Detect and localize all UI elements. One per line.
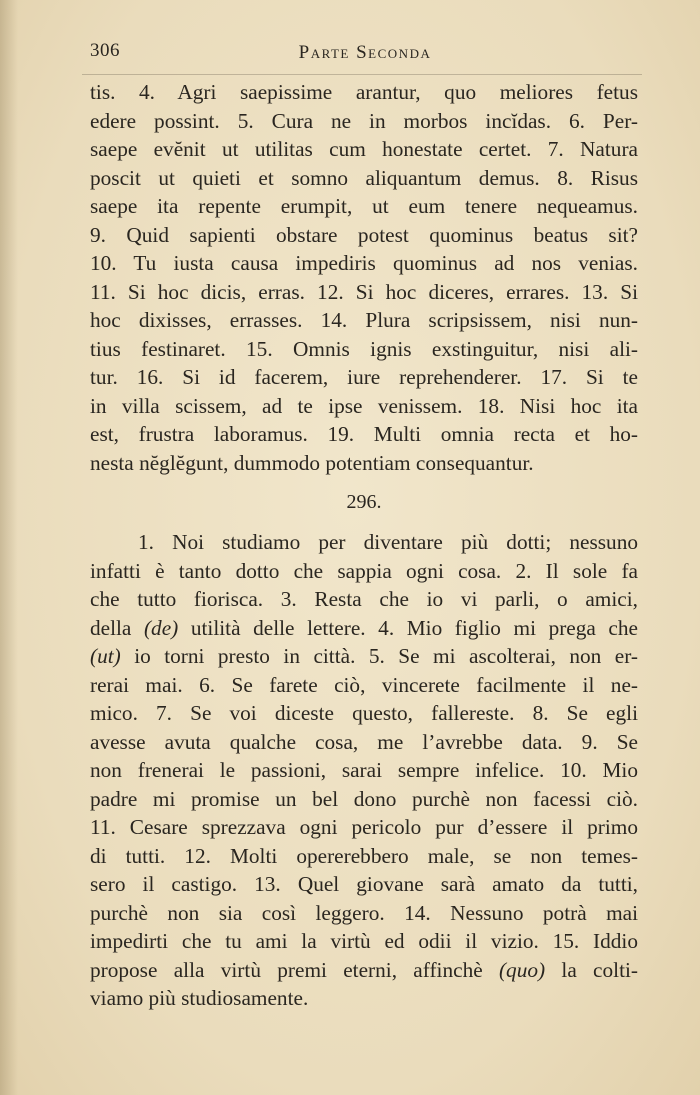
text-segment: impedirti che tu ami la virtù ed odii il vizio. 15. Iddio (90, 929, 638, 953)
text-line (90, 842, 638, 871)
text-segment: rerai mai. 6. Se farete ciò, vincerete facilmente il ne- (90, 672, 638, 697)
text-line (90, 899, 638, 928)
text-segment: avesse avuta qualche cosa, me l’avrebbe data. 9. Se (90, 729, 638, 754)
text-line (90, 785, 638, 814)
italic-gloss: (ut) (90, 644, 121, 668)
text-segment: viamo più studiosamente. (90, 986, 309, 1010)
text-line (90, 528, 638, 557)
text-line: tur. 16. Si id facerem, iure reprehenderer. 17. Si te (90, 365, 638, 389)
text-line (90, 984, 638, 1013)
exercise-296-text (90, 528, 638, 1013)
text-segment: 11. Cesare sprezzava ogni pericolo pur d’essere il primo (90, 815, 638, 839)
text-segment: sero il castigo. 13. Quel giovane sarà amato da tutti, (90, 872, 638, 896)
text-line: saepe ita repente erumpit, ut eum tenere nequeamus. (90, 194, 638, 218)
text-segment: 1. Noi studiamo per diventare più dotti; nessuno (138, 530, 638, 554)
text-line (90, 642, 638, 671)
text-line (90, 585, 638, 614)
text-line: saepe evĕnit ut utilitas cum honestate certet. 7. Natura (90, 137, 638, 161)
text-line: nesta nĕglĕgunt, dummodo potentiam consequantur. (90, 450, 534, 475)
italic-gloss: (de) (143, 615, 179, 640)
text-segment: non frenerai le passioni, sarai sempre infelice. 10. Mio (90, 758, 638, 782)
text-line (90, 870, 638, 899)
page-header (90, 40, 640, 70)
text-segment: purchè non sia così leggero. 14. Nessuno potrà mai (90, 900, 638, 925)
text-line: 10. Tu iusta causa impediris quominus ad nos venias. (90, 251, 638, 275)
text-segment: infatti è tanto dotto che sappia ogni cosa. 2. Il sole fa (90, 558, 638, 583)
text-line (90, 813, 638, 842)
text-line: in villa scissem, ad te ipse venissem. 18. Nisi hoc ita (90, 393, 638, 418)
text-segment: propose alla virtù premi eterni, affinchè (90, 957, 499, 982)
text-line: hoc dixisses, errasses. 14. Plura scripsissem, nisi nun- (90, 308, 638, 332)
text-segment: io torni presto in città. 5. Se mi ascolterai, non er- (120, 644, 638, 668)
exercise-continuation (90, 78, 638, 477)
text-line (90, 756, 638, 785)
text-segment: padre mi promise un bel dono purchè non facessi ciò. (90, 786, 638, 811)
text-line (90, 927, 638, 956)
text-segment: utilità delle lettere. 4. Mio figlio mi prega che (178, 615, 638, 640)
text-line: est, frustra laboramus. 19. Multi omnia recta et ho- (90, 422, 638, 446)
text-line (90, 699, 638, 728)
header-rule (82, 74, 642, 75)
text-segment: della (90, 615, 144, 640)
text-line: 11. Si hoc dicis, erras. 12. Si hoc diceres, errares. 13. Si (90, 279, 638, 304)
text-line (90, 956, 638, 985)
text-segment: la colti- (545, 957, 638, 982)
section-number: 296. (346, 491, 382, 513)
running-head: Parte Seconda (298, 42, 432, 63)
text-line: tius festinaret. 15. Omnis ignis exstinguitur, nisi ali- (90, 336, 638, 361)
text-line: edere possint. 5. Cura ne in morbos incĭdas. 6. Per- (90, 108, 638, 133)
text-line: poscit ut quieti et somno aliquantum demus. 8. Risus (90, 165, 638, 190)
text-line: tis. 4. Agri saepissime arantur, quo meliores fetus (90, 80, 638, 104)
text-line (90, 728, 638, 757)
text-line (90, 671, 638, 700)
text-line (90, 614, 638, 643)
italic-gloss: (quo) (498, 957, 546, 982)
text-line: 9. Quid sapienti obstare potest quominus beatus sit? (90, 222, 638, 247)
page-body (90, 78, 638, 1013)
page-number: 306 (90, 40, 120, 61)
text-segment: di tutti. 12. Molti opererebbero male, se non temes- (90, 843, 638, 868)
binding-shadow (0, 0, 18, 1095)
text-line (90, 557, 638, 586)
text-segment: che tutto fiorisca. 3. Resta che io vi parli, o amici, (90, 587, 638, 611)
text-segment: mico. 7. Se voi diceste questo, fallereste. 8. Se egli (90, 701, 638, 725)
